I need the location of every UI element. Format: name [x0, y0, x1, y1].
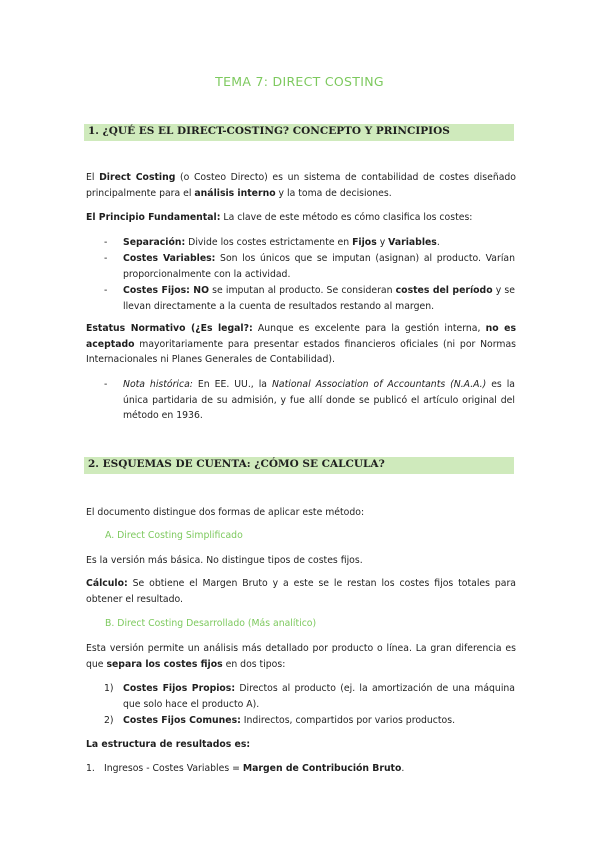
section-2-heading: 2. ESQUEMAS DE CUENTA: ¿CÓMO SE CALCULA?: [88, 458, 385, 470]
bullet-dash: -: [104, 237, 108, 248]
subsection-b-heading: B. Direct Costing Desarrollado (Más analítico): [105, 618, 317, 629]
section-2-heading-band: [84, 457, 514, 474]
principle-paragraph: El Principio Fundamental: La clave de este método es cómo clasifica los costes:: [86, 212, 473, 223]
step-1: Ingresos - Costes Variables = Margen de Contribución Bruto.: [104, 763, 405, 774]
status-paragraph: Estatus Normativo (¿Es legal?: Aunque es excelente para la gestión interna, no es aceptado mayoritariamente para presentar estados financieros oficiales (ni por Normas Internacionales ni Planes Generales de Contabilidad).: [86, 323, 516, 365]
step-number: 1.: [86, 763, 95, 774]
structure-label: La estructura de resultados es:: [86, 739, 251, 750]
historical-note: Nota histórica: En EE. UU., la National Association of Accountants (N.A.A.) es la única partidaria de su admisión, y fue allí donde se publicó el artículo original del método en 1936.: [123, 379, 515, 421]
section-2-intro: El documento distingue dos formas de aplicar este método:: [86, 507, 365, 518]
list-item-costes-fijos-propios: Costes Fijos Propios: Directos al producto (ej. la amortización de una máquina que solo hace el producto A).: [123, 683, 515, 710]
list-item-costes-fijos-comunes: Costes Fijos Comunes: Indirectos, compartidos por varios productos.: [123, 715, 456, 726]
calculation-paragraph: Cálculo: Se obtiene el Margen Bruto y a este se le restan los costes fijos totales para obtener el resultado.: [86, 578, 516, 605]
subsection-b-description: Esta versión permite un análisis más detallado por producto o línea. La gran diferencia es que separa los costes fijos en dos tipos:: [86, 643, 516, 670]
bullet-dash: -: [104, 285, 108, 296]
bullet-costes-variables: Costes Variables: Son los únicos que se imputan (asignan) al producto. Varían proporcionalmente con la actividad.: [123, 253, 516, 280]
bullet-separacion: Separación: Divide los costes estrictamente en Fijos y Variables.: [123, 237, 440, 248]
bullet-costes-fijos: Costes Fijos: NO se imputan al producto. Se consideran costes del período y se llevan directamente a la cuenta de resultados restando al margen.: [123, 285, 515, 312]
section-1-heading: 1. ¿QUÉ ES EL DIRECT-COSTING? CONCEPTO Y PRINCIPIOS: [88, 125, 450, 137]
list-number: 2): [104, 715, 114, 726]
bullet-dash: -: [104, 379, 108, 390]
section-1-heading-band: [84, 124, 514, 141]
subsection-a-heading: A. Direct Costing Simplificado: [105, 530, 243, 541]
page-title: TEMA 7: DIRECT COSTING: [215, 74, 384, 89]
subsection-a-description: Es la versión más básica. No distingue tipos de costes fijos.: [86, 555, 363, 566]
section-1-intro: El Direct Costing (o Costeo Directo) es un sistema de contabilidad de costes diseñado principalmente para el análisis interno y la toma de decisiones.: [86, 172, 516, 199]
bullet-dash: -: [104, 253, 108, 264]
list-number: 1): [104, 683, 114, 694]
